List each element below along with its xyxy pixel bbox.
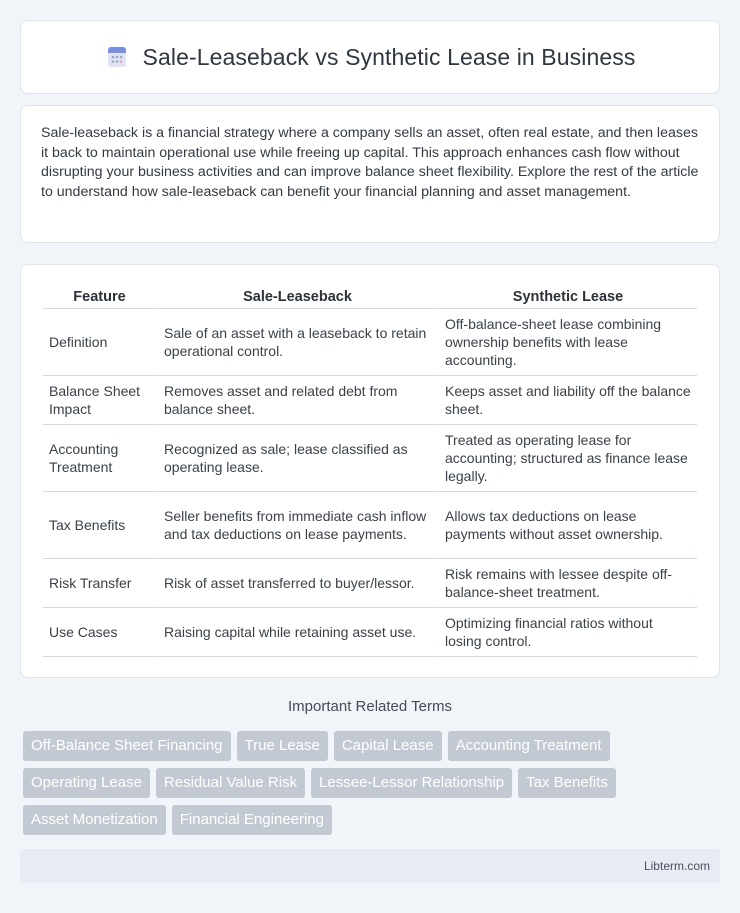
header-feature: Feature bbox=[43, 285, 156, 309]
synthetic-lease-cell: Allows tax deductions on lease payments without asset ownership. bbox=[437, 492, 697, 559]
related-terms-tags bbox=[23, 731, 723, 835]
intro-text: Sale-leaseback is a financial strategy where a company sells an asset, often real estate, and then leases it back to maintain operational use while freeing up capital. This approach enhances cash flow without disrupting your business activities and can improve balance sheet flexibility. Explore the rest of the article to understand how sale-leaseback can benefit your financial planning and asset management. bbox=[41, 125, 699, 200]
related-term-tag[interactable]: Accounting Treatment bbox=[448, 731, 610, 761]
related-term-tag[interactable]: Lessee-Lessor Relationship bbox=[311, 768, 512, 798]
related-term-tag[interactable]: True Lease bbox=[237, 731, 328, 761]
page-title: Sale-Leaseback vs Synthetic Lease in Business bbox=[142, 43, 636, 70]
table-row bbox=[43, 608, 697, 657]
sale-leaseback-cell: Seller benefits from immediate cash inflow and tax deductions on lease payments. bbox=[156, 492, 437, 559]
related-term-tag[interactable]: Residual Value Risk bbox=[156, 768, 305, 798]
table-row bbox=[43, 376, 697, 425]
synthetic-lease-cell: Optimizing financial ratios without losing control. bbox=[437, 608, 697, 657]
header-synthetic-lease: Synthetic Lease bbox=[437, 285, 697, 309]
document-icon bbox=[105, 45, 129, 69]
related-terms-title: Important Related Terms bbox=[288, 698, 452, 715]
footer bbox=[20, 849, 720, 883]
feature-cell: Risk Transfer bbox=[43, 559, 156, 608]
footer-site-link[interactable]: Libterm.com bbox=[643, 859, 710, 873]
header-card bbox=[20, 20, 720, 94]
sale-leaseback-cell: Recognized as sale; lease classified as operating lease. bbox=[156, 425, 437, 492]
header-sale-leaseback: Sale-Leaseback bbox=[156, 285, 437, 309]
related-term-tag[interactable]: Asset Monetization bbox=[23, 805, 166, 835]
feature-cell: Tax Benefits bbox=[43, 492, 156, 559]
related-term-tag[interactable]: Tax Benefits bbox=[518, 768, 616, 798]
related-term-tag[interactable]: Off-Balance Sheet Financing bbox=[23, 731, 231, 761]
synthetic-lease-cell: Treated as operating lease for accounting; structured as finance lease legally. bbox=[437, 425, 697, 492]
feature-cell: Definition bbox=[43, 309, 156, 376]
feature-cell: Balance Sheet Impact bbox=[43, 376, 156, 425]
sale-leaseback-cell: Removes asset and related debt from balance sheet. bbox=[156, 376, 437, 425]
related-term-tag[interactable]: Operating Lease bbox=[23, 768, 150, 798]
feature-cell: Accounting Treatment bbox=[43, 425, 156, 492]
sale-leaseback-cell: Sale of an asset with a leaseback to retain operational control. bbox=[156, 309, 437, 376]
sale-leaseback-cell: Raising capital while retaining asset use. bbox=[156, 608, 437, 657]
intro-card bbox=[20, 105, 720, 243]
synthetic-lease-cell: Keeps asset and liability off the balance sheet. bbox=[437, 376, 697, 425]
sale-leaseback-cell: Risk of asset transferred to buyer/lessor. bbox=[156, 559, 437, 608]
related-term-tag[interactable]: Financial Engineering bbox=[172, 805, 332, 835]
synthetic-lease-cell: Off-balance-sheet lease combining ownership benefits with lease accounting. bbox=[437, 309, 697, 376]
table-row bbox=[43, 425, 697, 492]
table-row bbox=[43, 492, 697, 559]
table-row bbox=[43, 559, 697, 608]
table-row bbox=[43, 309, 697, 376]
title-wrap bbox=[105, 44, 636, 71]
feature-cell: Use Cases bbox=[43, 608, 156, 657]
related-term-tag[interactable]: Capital Lease bbox=[334, 731, 442, 761]
comparison-table-card bbox=[20, 264, 720, 678]
comparison-table bbox=[43, 285, 697, 657]
table-header-row bbox=[43, 285, 697, 309]
synthetic-lease-cell: Risk remains with lessee despite off-balance-sheet treatment. bbox=[437, 559, 697, 608]
